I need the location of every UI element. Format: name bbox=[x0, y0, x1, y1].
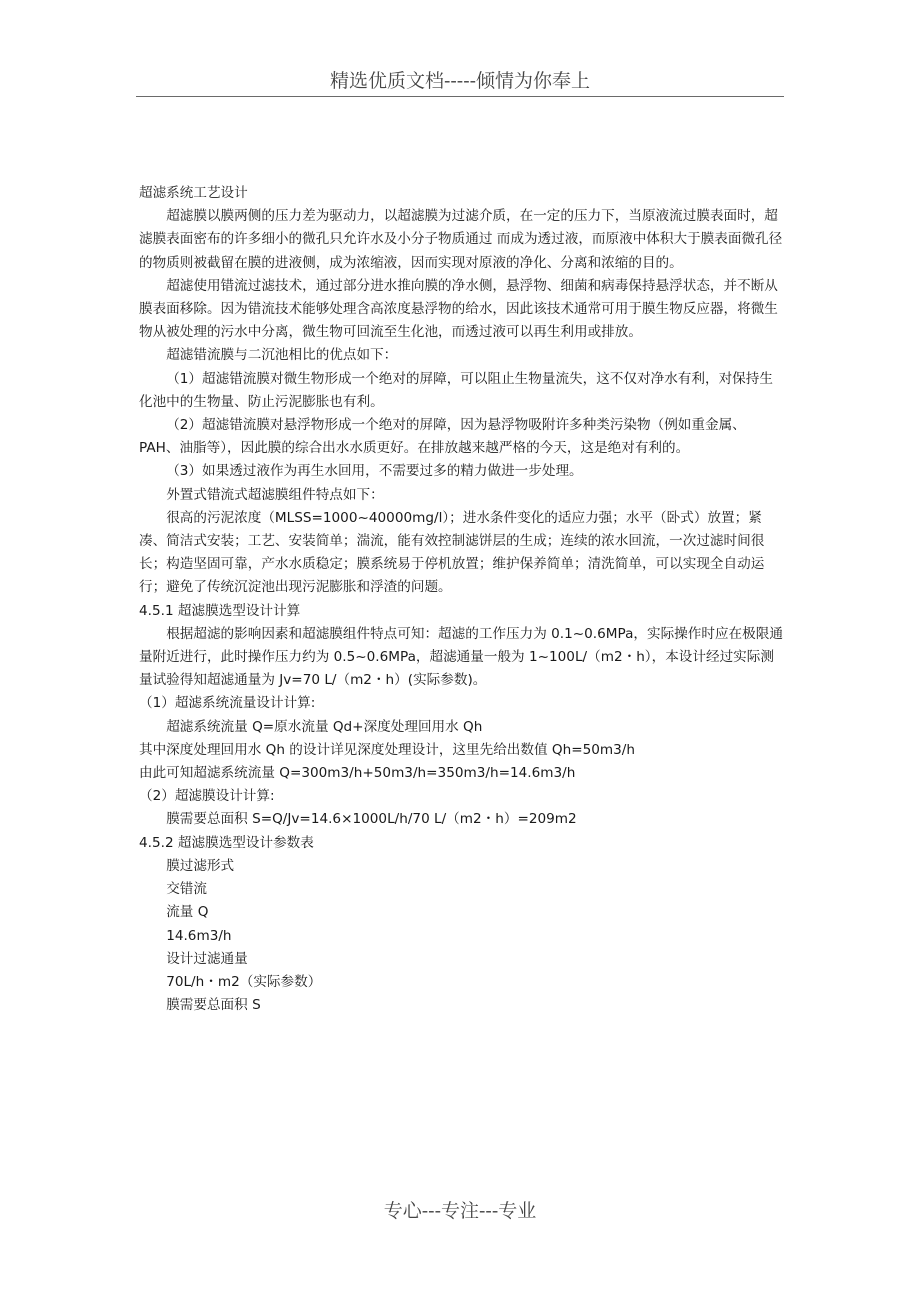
param-value: 70L/h・m2（实际参数） bbox=[166, 973, 322, 990]
param-label: 膜过滤形式 bbox=[166, 857, 235, 874]
section-heading: 4.5.1 超滤膜选型设计计算 bbox=[139, 602, 301, 619]
param-label: 流量 Q bbox=[166, 904, 209, 921]
param-value: 交错流 bbox=[166, 881, 207, 898]
formula-line: 超滤系统流量 Q=原水流量 Qd+深度处理回用水 Qh bbox=[166, 718, 483, 735]
list-item: （3）如果透过液作为再生水回用，不需要过多的精力做进一步处理。 bbox=[166, 463, 583, 480]
paragraph: 超滤使用错流过滤技术，通过部分进水推向膜的净水侧，悬浮物、细菌和病毒保持悬浮状态，并不断从膜表面移除。因为错流技术能够处理含高浓度悬浮物的给水，因此该技术通常可用于膜生物反应器，将微生物从被处理的污水中分离，微生物可回流至生化池，而透过液可以再生利用或排放。 bbox=[139, 277, 778, 341]
param-label: 设计过滤通量 bbox=[166, 950, 248, 967]
header-divider bbox=[136, 96, 784, 97]
subsection-heading: （2）超滤膜设计计算: bbox=[139, 788, 275, 805]
page-footer: 专心---专注---专业 bbox=[383, 1200, 537, 1222]
list-item: （2）超滤错流膜对悬浮物形成一个绝对的屏障，因为悬浮物吸附许多种类污染物（例如重金属、PAH、油脂等），因此膜的综合出水水质更好。在排放越来越严格的今天，这是绝对有利的。 bbox=[139, 417, 746, 457]
paragraph: 外置式错流式超滤膜组件特点如下： bbox=[166, 486, 384, 503]
paragraph: 根据超滤的影响因素和超滤膜组件特点可知：超滤的工作压力为 0.1~0.6MPa，实际操作时应在极限通量附近进行，此时操作压力约为 0.5~0.6MPa，超滤通量一般为 1~100L/（m2・h），本设计经过实际测量试验得知超滤通量为 Jv=70 L/（m2・h）(实际参数)。 bbox=[139, 625, 783, 689]
formula-line: 由此可知超滤系统流量 Q=300m3/h+50m3/h=350m3/h=14.6m3/h bbox=[139, 765, 576, 782]
formula-line: 其中深度处理回用水 Qh 的设计详见深度处理设计，这里先给出数值 Qh=50m3/h bbox=[139, 741, 635, 758]
paragraph: 超滤错流膜与二沉池相比的优点如下： bbox=[166, 347, 398, 364]
param-label: 膜需要总面积 S bbox=[166, 997, 261, 1014]
page-header: 精选优质文档-----倾情为你奉上 bbox=[329, 70, 591, 92]
formula-line: 膜需要总面积 S=Q/Jv=14.6×1000L/h/70 L/（m2・h）=209m2 bbox=[166, 811, 577, 828]
paragraph: 超滤膜以膜两侧的压力差为驱动力，以超滤膜为过滤介质，在一定的压力下，当原液流过膜表面时，超滤膜表面密布的许多细小的微孔只允许水及小分子物质通过 而成为透过液，而原液中体积大于膜表面微孔径的物质则被截留在膜的进液侧，成为浓缩液，因而实现对原液的净化、分离和浓缩的目的。 bbox=[139, 208, 783, 271]
list-item: （1）超滤错流膜对微生物形成一个绝对的屏障，可以阻止生物量流失，这不仅对净水有利，对保持生化池中的生物量、防止污泥膨胀也有利。 bbox=[139, 370, 773, 410]
paragraph: 很高的污泥浓度（MLSS=1000~40000mg/l）；进水条件变化的适应力强；水平（卧式）放置；紧凑、简洁式安装；工艺、安装简单；湍流，能有效控制滤饼层的生成；连续的浓水回流，一次过滤时间很长；构造坚固可靠，产水水质稳定；膜系统易于停机放置；维护保养简单；清洗简单，可以实现全自动运行；避免了传统沉淀池出现污泥膨胀和浮渣的问题。 bbox=[139, 509, 765, 596]
param-value: 14.6m3/h bbox=[166, 927, 232, 944]
subsection-heading: （1）超滤系统流量设计计算: bbox=[139, 695, 316, 712]
section-heading: 4.5.2 超滤膜选型设计参数表 bbox=[139, 834, 314, 851]
document-body bbox=[139, 182, 784, 1017]
doc-title: 超滤系统工艺设计 bbox=[139, 185, 248, 201]
